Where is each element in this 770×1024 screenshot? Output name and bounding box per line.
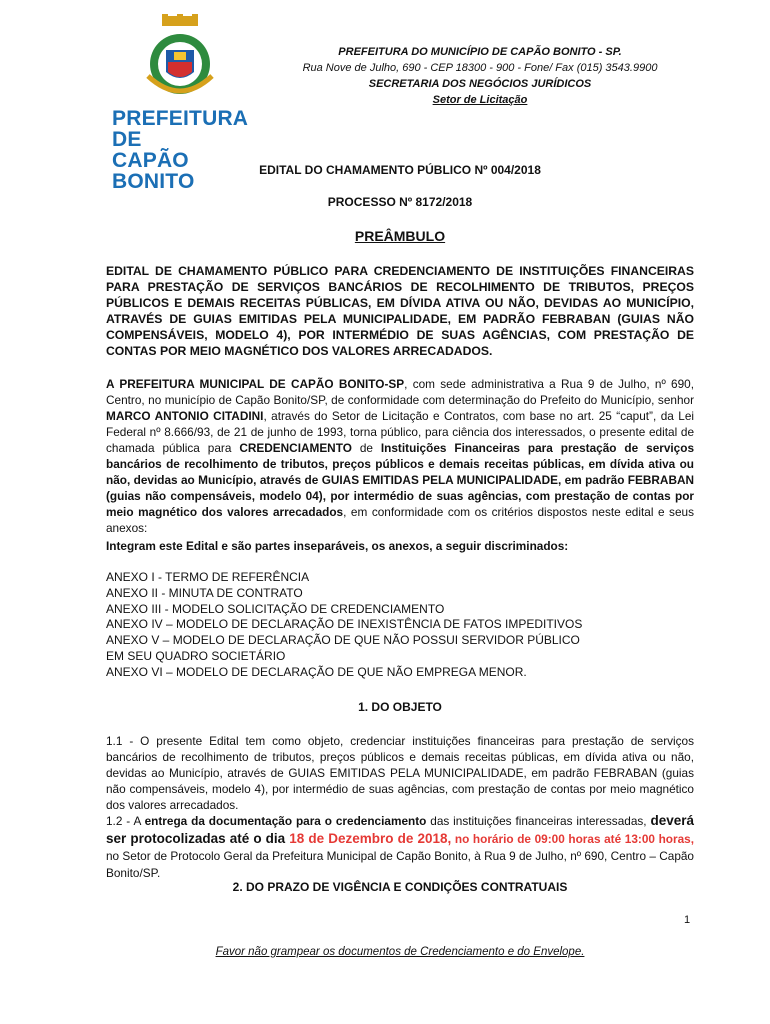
- edital-title: EDITAL DO CHAMAMENTO PÚBLICO Nº 004/2018: [259, 163, 541, 177]
- secretariat-name: SECRETARIA DOS NEGÓCIOS JURÍDICOS: [368, 78, 592, 90]
- intro-entity: A PREFEITURA MUNICIPAL DE CAPÃO BONITO-SP: [106, 377, 405, 391]
- object-description: Instituições Financeiras para prestação de serviços bancários de recolhimento de tributos, preços públicos e demais receitas públicas, em dívida ativa ou não, devidas ao Município, através de GUIAS EMITIDAS PELA MUNICIPALIDADE, em padrão FEBRABAN (guias não compensáveis, modelo 04), por intermédio de suas agências, com prestação de contas por meio magnético dos valores arrecadados: [106, 441, 695, 519]
- intro-text-1: , com sede administrativa a Rua 9 de Julho, nº 690, Centro, no município de Capão Bonito/SP, de conformidade com determinação do Prefeito do Município, senhor: [106, 377, 695, 407]
- intro-text-4: , em conformidade com os critérios dispostos neste edital e seus anexos:: [106, 505, 694, 535]
- annex-item: ANEXO III - MODELO SOLICITAÇÃO DE CREDENCIAMENTO: [106, 601, 445, 616]
- annex-list: [106, 570, 694, 681]
- section-1-title: 1. DO OBJETO: [358, 700, 442, 714]
- deadline-time: no horário de 09:00 horas até 13:00 horas,: [451, 832, 694, 846]
- integram-line: Integram este Edital e são partes inseparáveis, os anexos, a seguir discriminados:: [106, 539, 569, 553]
- coat-of-arms-icon: [140, 14, 220, 106]
- annex-item: ANEXO VI – MODELO DE DECLARAÇÃO DE QUE NÃO EMPREGA MENOR.: [106, 664, 527, 679]
- logo-line-2: CAPÃO BONITO: [112, 149, 195, 193]
- logo-line-1: PREFEITURA DE: [112, 107, 248, 151]
- processo-number: PROCESSO Nº 8172/2018: [327, 195, 473, 209]
- summary-paragraph: EDITAL DE CHAMAMENTO PÚBLICO PARA CREDENCIAMENTO DE INSTITUIÇÕES FINANCEIRAS PARA PRESTAÇÃO DE SERVIÇOS BANCÁRIOS DE RECOLHIMENTO DE TRIBUTOS, PREÇOS PÚBLICOS E DEMAIS RECEITAS PÚBLICAS, EM DÍVIDA ATIVA OU NÃO, DEVIDAS AO MUNICÍPIO, ATRAVÉS DE GUIAS EMITIDAS PELA MUNICIPALIDADE, EM PADRÃO FEBRABAN (GUIAS NÃO COMPENSÁVEIS, MODELO 4), POR INTERMÉDIO DE SUAS AGÊNCIAS, COM PRESTAÇÃO DE CONTAS POR MEIO MAGNÉTICO DOS VALORES ARRECADADOS.: [106, 264, 694, 358]
- annex-item: ANEXO II - MINUTA DE CONTRATO: [106, 585, 303, 600]
- intro-text-2: , através do Setor de Licitação e Contratos, com base no art. 25 “caput”, da Lei Federal nº 8.666/93, de 21 de junho de 1993, torna público, para ciência dos interessados, o presente edital de chamada pública para: [106, 409, 694, 455]
- address-line: Rua Nove de Julho, 690 - CEP 18300 - 900 - Fone/ Fax (015) 3543.9900: [302, 62, 658, 74]
- letterhead: [300, 44, 660, 108]
- clause-1-2-part-d: deverá ser protocolizadas até o dia: [106, 813, 695, 846]
- clause-1-2-part-a: 1.2 - A: [106, 814, 145, 828]
- intro-paragraph: [106, 376, 694, 536]
- clause-1-2: [106, 812, 694, 882]
- clause-1-1: 1.1 - O presente Edital tem como objeto, credenciar instituições financeiras para prestação de serviços bancários de recolhimento de tributos, preços públicos e demais receitas públicas, em dívida ativa ou não, devidas ao Município, através de GUIAS EMITIDAS PELA MUNICIPALIDADE, em padrão FEBRABAN (guias não compensáveis, modelo 4), por intermédio de suas agências, com prestação de contas por meio magnético dos valores arrecadados.: [106, 734, 694, 812]
- municipality-name: PREFEITURA DO MUNICÍPIO DE CAPÃO BONITO - SP.: [338, 46, 622, 58]
- mayor-name: MARCO ANTONIO CITADINI: [106, 409, 264, 423]
- preambulo-heading: PREÂMBULO: [354, 228, 446, 244]
- annex-item: EM SEU QUADRO SOCIETÁRIO: [106, 648, 286, 663]
- clause-1-2-part-b: entrega da documentação para o credenciamento: [144, 814, 427, 828]
- sector-name: Setor de Licitação: [432, 94, 528, 106]
- credenciamento-term: CREDENCIAMENTO: [239, 441, 352, 455]
- footer-note: Favor não grampear os documentos de Credenciamento e do Envelope.: [215, 946, 585, 958]
- annex-item: ANEXO IV – MODELO DE DECLARAÇÃO DE INEXISTÊNCIA DE FATOS IMPEDITIVOS: [106, 617, 583, 632]
- clause-1-2-part-e: no Setor de Protocolo Geral da Prefeitura Municipal de Capão Bonito, à Rua 9 de Julho, nº 690, Centro – Capão Bonito/SP.: [106, 849, 694, 880]
- annex-item: ANEXO I - TERMO DE REFERÊNCIA: [106, 570, 310, 584]
- section-2-title: 2. DO PRAZO DE VIGÊNCIA E CONDIÇÕES CONTRATUAIS: [232, 880, 568, 894]
- intro-text-3: de: [351, 441, 381, 455]
- deadline-date: 18 de Dezembro de 2018,: [289, 831, 452, 846]
- annex-item: ANEXO V – MODELO DE DECLARAÇÃO DE QUE NÃO POSSUI SERVIDOR PÚBLICO: [106, 633, 580, 648]
- page-number: 1: [684, 914, 691, 926]
- logo-text: [112, 108, 262, 192]
- clause-1-2-part-c: das instituições financeiras interessadas,: [426, 814, 651, 828]
